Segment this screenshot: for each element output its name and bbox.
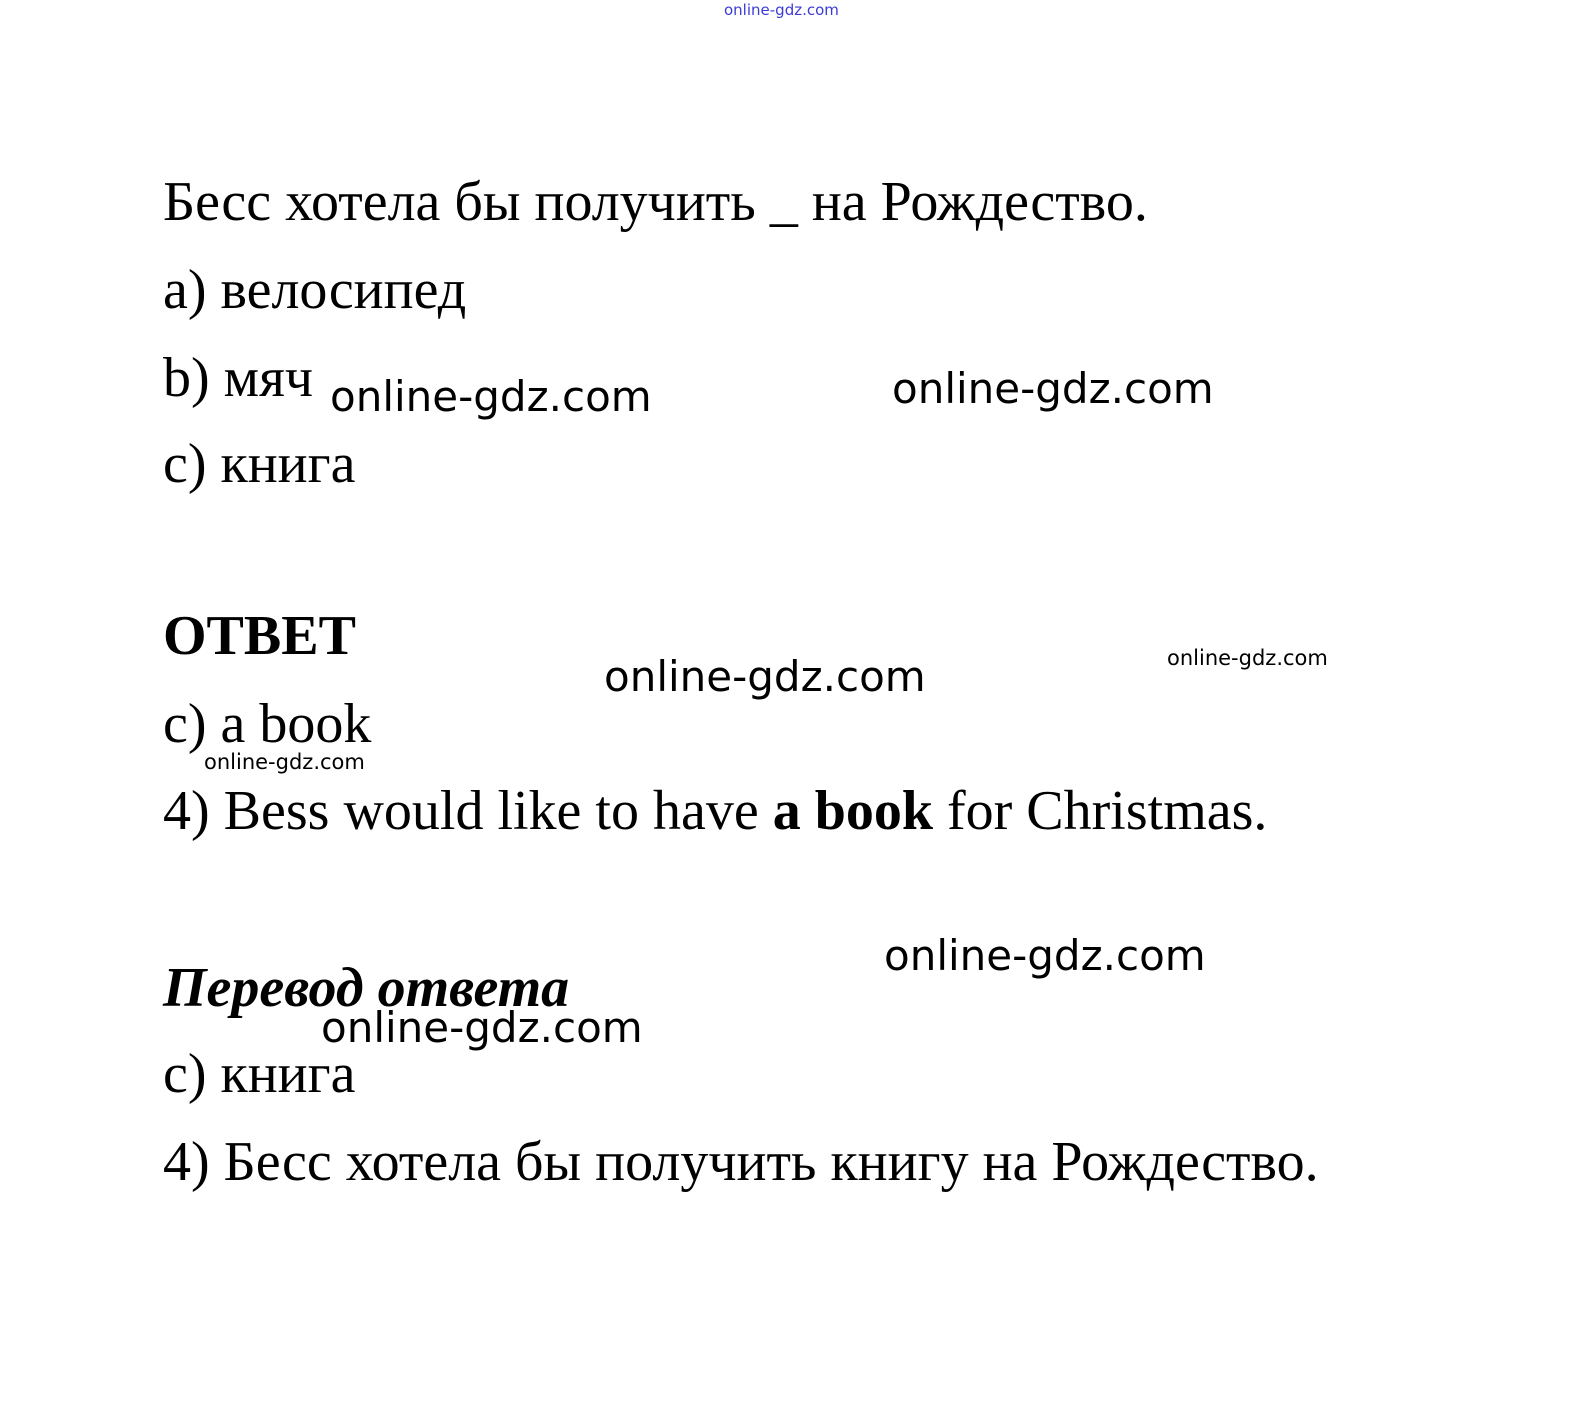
answer-choice: c) a book: [163, 693, 372, 755]
watermark: online-gdz.com: [321, 1003, 643, 1052]
option-a: a) велосипед: [163, 259, 467, 321]
answer-heading: ОТВЕТ: [163, 605, 356, 667]
watermark: online-gdz.com: [330, 372, 652, 421]
answer-sentence-prefix: 4) Bess would like to have: [163, 780, 773, 842]
answer-sentence: [163, 780, 1268, 842]
translation-choice: c) книга: [163, 1043, 356, 1105]
watermark: online-gdz.com: [1167, 646, 1328, 670]
answer-sentence-bold: a book: [772, 780, 933, 842]
translation-heading: Перевод ответа: [163, 957, 570, 1019]
question-prompt: Бесс хотела бы получить _ на Рождество.: [163, 171, 1148, 233]
answer-sentence-suffix: for Christmas.: [932, 780, 1268, 842]
option-b: b) мяч: [163, 347, 314, 409]
watermark: online-gdz.com: [204, 750, 365, 774]
translation-sentence: 4) Бесс хотела бы получить книгу на Рождество.: [163, 1131, 1319, 1193]
watermark: online-gdz.com: [892, 364, 1214, 413]
watermark: online-gdz.com: [884, 931, 1206, 980]
option-c: c) книга: [163, 433, 356, 495]
watermark: online-gdz.com: [604, 652, 926, 701]
watermark-top: online-gdz.com: [724, 1, 839, 19]
